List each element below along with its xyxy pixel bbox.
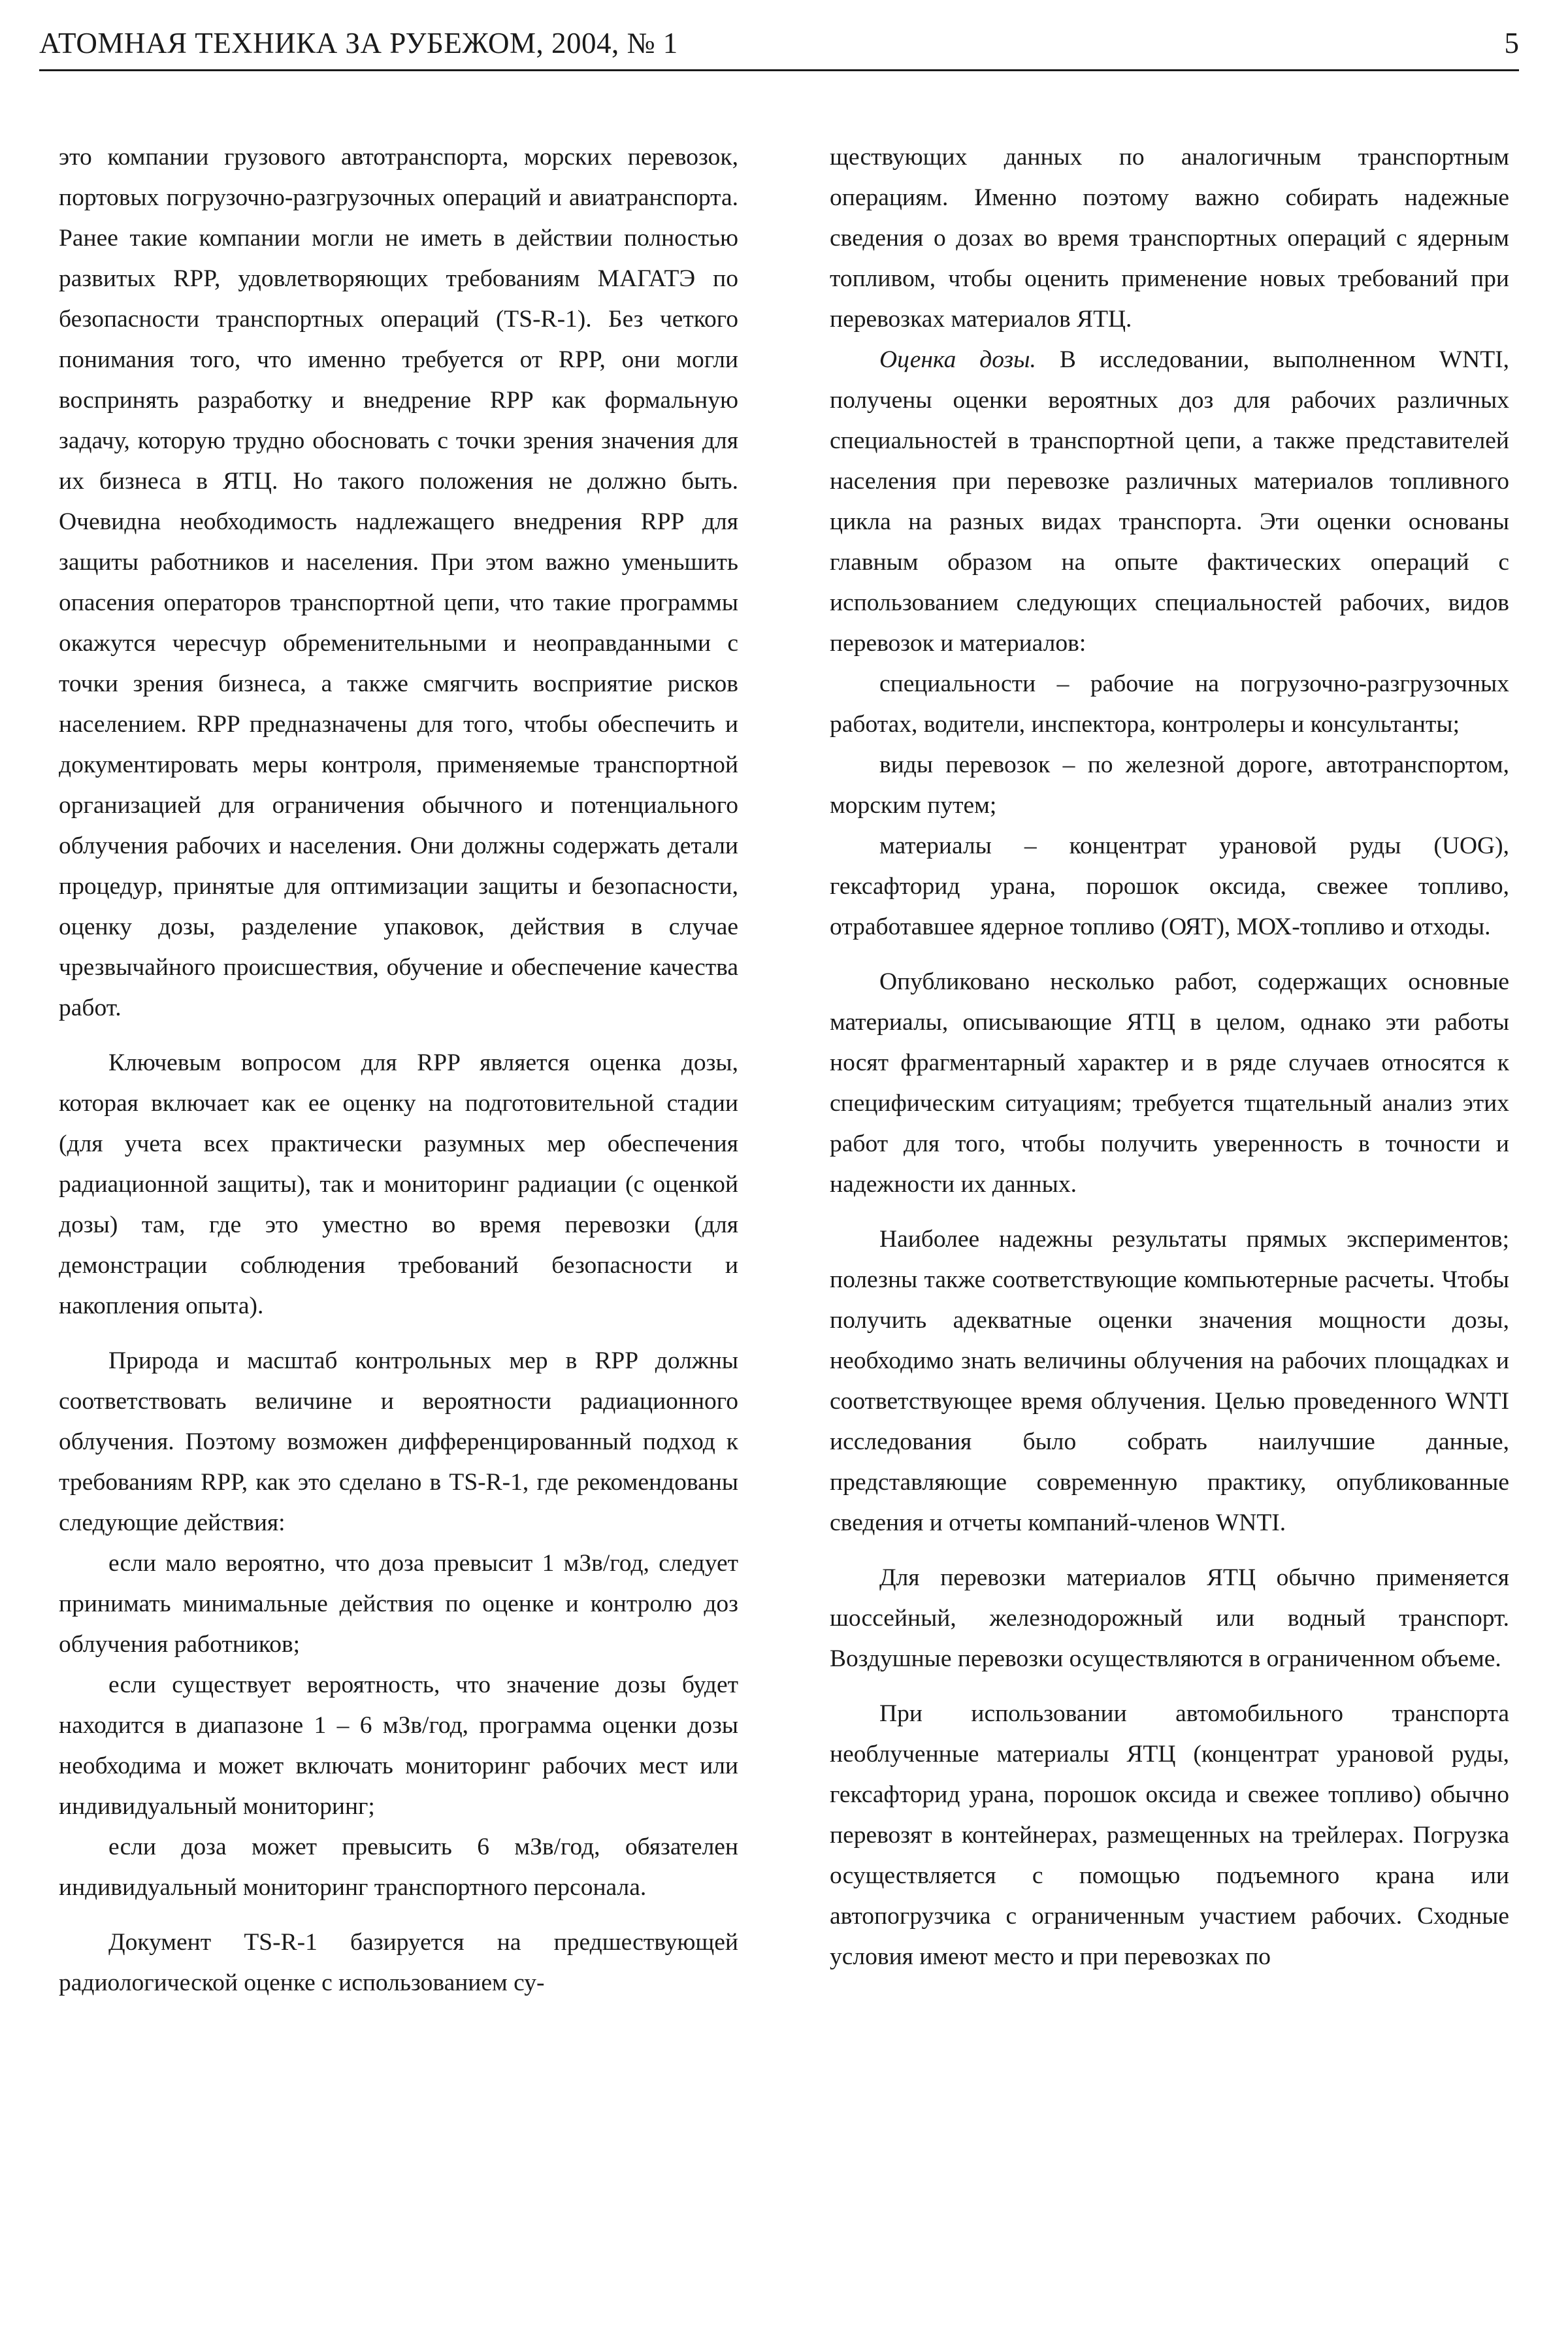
paragraph: Ключевым вопросом для RPP является оценка дозы, которая включает как ее оценку на подготовительной стадии (для учета всех практически разумных мер обеспечения радиационной защиты), так и мониторинг радиации (с оценкой дозы) там, где это уместно во время перевозки (для демонстрации соблюдения требований безопасности и накопления опыта). (59, 1049, 738, 1319)
list-item: если мало вероятно, что доза превысит 1 мЗв/год, следует принимать минимальные действия по оценке и контролю доз облучения работников; (59, 1550, 738, 1658)
paragraph: это компании грузового автотранспорта, морских перевозок, портовых погрузочно-разгрузочных операций и авиатранспорта. Ранее такие компании могли не иметь в действии полностью развитых RPP, удовлетворяющих требованиям МАГАТЭ по безопасности транспортных операций (TS-R-1). Без четкого понимания того, что именно требуется от RPP, они могли воспринять разработку и внедрение RPP как формальную задачу, которую трудно обосновать с точки зрения значения для их бизнеса в ЯТЦ. Но такого положения не должно быть. Очевидна необходимость надлежащего внедрения RPP для защиты работников и населения. При этом важно уменьшить опасения операторов транспортной цепи, что такие программы окажутся чересчур обременительными и неоправданными с точки зрения бизнеса, а также смягчить восприятие рисков населением. RPP предназначены для того, чтобы обеспечить и документировать меры контроля, применяемые транспортной организацией для ограничения обычного и потенциального облучения рабочих и населения. Они должны содержать детали процедур, принятые для оптимизации защиты и безопасности, оценку дозы, разделение упаковок, действия в случае чрезвычайного происшествия, обучение и обеспечение качества работ. (59, 144, 738, 1021)
paragraph: Опубликовано несколько работ, содержащих основные материалы, описывающие ЯТЦ в целом, однако эти работы носят фрагментарный характер и в ряде случаев относятся к специфическим ситуациям; требуется тщательный анализ этих работ для того, чтобы получить уверенность в точности и надежности их данных. (830, 968, 1509, 1198)
list-item: материалы – концентрат урановой руды (UOG), гексафторид урана, порошок оксида, свежее топливо, отработавшее ядерное топливо (ОЯТ), МОХ-топливо и отходы. (830, 832, 1509, 940)
paragraph (830, 340, 1509, 664)
paragraph: Наиболее надежны результаты прямых экспериментов; полезны также соответствующие компьютерные расчеты. Чтобы получить адекватные оценки значения мощности дозы, необходимо знать величины облучения на рабочих площадках и соответствующее время облучения. Целью проведенного WNTI исследования было собрать наилучшие данные, представляющие современную практику, опубликованные сведения и отчеты компаний-членов WNTI. (830, 1226, 1509, 1536)
list-item: если доза может превысить 6 мЗв/год, обязателен индивидуальный мониторинг транспортного персонала. (59, 1834, 738, 1901)
running-header (39, 24, 1519, 71)
paragraph: При использовании автомобильного транспорта необлученные материалы ЯТЦ (концентрат урановой руды, гексафторид урана, порошок оксида и свежее топливо) обычно перевозят в контейнерах, размещенных на трейлерах. Погрузка осуществляется с помощью подъемного крана или автопогрузчика с ограниченным участием рабочих. Сходные условия имеют место и при перевозках по (830, 1700, 1509, 1970)
journal-title: АТОМНАЯ ТЕХНИКА ЗА РУБЕЖОМ, 2004, № 1 (39, 27, 678, 59)
list-item: если существует вероятность, что значение дозы будет находится в диапазоне 1 – 6 мЗв/год, программа оценки дозы необходима и может включать мониторинг рабочих мест или индивидуальный мониторинг; (59, 1671, 738, 1820)
paragraph-text: В исследовании, выполненном WNTI, получены оценки вероятных доз для рабочих различных специальностей в транспортной цепи, а также представителей населения при перевозке различных материалов топливного цикла на разных видах транспорта. Эти оценки основаны главным образом на опыте фактических операций с использованием следующих специальностей рабочих, видов перевозок и материалов: (830, 346, 1509, 657)
right-column (830, 137, 1509, 1977)
paragraph: Документ TS-R-1 базируется на предшествующей радиологической оценке с использованием су- (59, 1929, 738, 1996)
section-heading: Оценка дозы. (879, 346, 1036, 373)
left-column (59, 137, 738, 2003)
list-item: виды перевозок – по железной дороге, автотранспортом, морским путем; (830, 751, 1509, 819)
paragraph: Природа и масштаб контрольных мер в RPP должны соответствовать величине и вероятности радиационного облучения. Поэтому возможен дифференцированный подход к требованиям RPP, как это сделано в TS-R-1, где рекомендованы следующие действия: (59, 1347, 738, 1536)
page-number: 5 (1504, 27, 1519, 59)
list-item: специальности – рабочие на погрузочно-разгрузочных работах, водители, инспектора, контролеры и консультанты; (830, 670, 1509, 738)
paragraph: ществующих данных по аналогичным транспортным операциям. Именно поэтому важно собирать надежные сведения о дозах во время транспортных операций с ядерным топливом, чтобы оценить применение новых требований при перевозках материалов ЯТЦ. (830, 144, 1509, 333)
paragraph: Для перевозки материалов ЯТЦ обычно применяется шоссейный, железнодорожный или водный транспорт. Воздушные перевозки осуществляются в ограниченном объеме. (830, 1564, 1509, 1672)
